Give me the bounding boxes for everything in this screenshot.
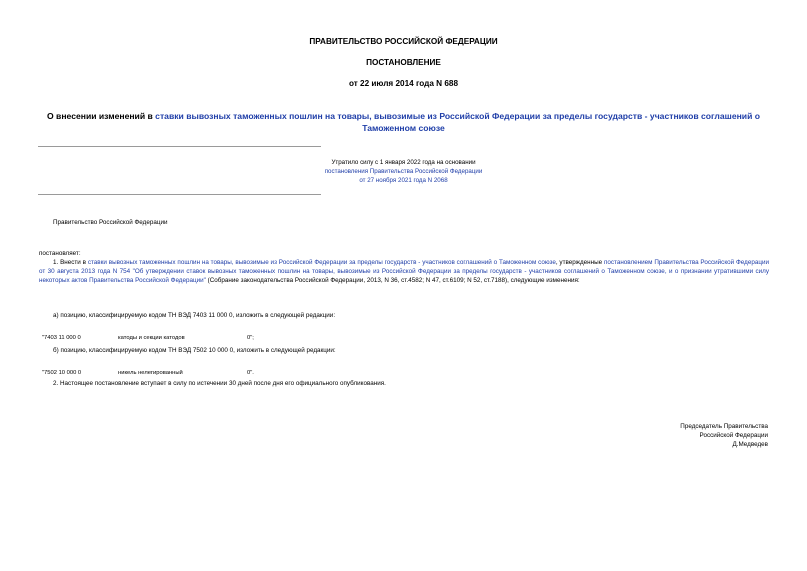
divider-top: [38, 146, 321, 147]
sub-item-a: а) позицию, классифицируемую кодом ТН ВЭД 7403 11 000 0, изложить в следующей редакции:: [53, 312, 336, 319]
divider-bottom: [38, 194, 321, 195]
status-note: [0, 158, 807, 185]
row-b-name: никель нелегированный: [118, 370, 183, 376]
item-1-prefix: 1. Внести в: [53, 259, 88, 266]
item-1-paragraph: [39, 258, 769, 285]
row-a-rate: 0";: [247, 335, 254, 341]
item-2-paragraph: 2. Настоящее постановление вступает в силу по истечении 30 дней после дня его официального опубликования.: [53, 380, 386, 387]
item-1-middle: , утвержденные: [555, 259, 604, 266]
row-a-name: катоды и секции катодов: [118, 335, 185, 341]
document-date-number: от 22 июля 2014 года N 688: [348, 79, 459, 88]
document-type-heading: ПОСТАНОВЛЕНИЕ: [366, 58, 441, 67]
document-title: [30, 110, 777, 134]
government-heading: ПРАВИТЕЛЬСТВО РОССИЙСКОЙ ФЕДЕРАЦИИ: [309, 37, 498, 46]
signature-line-1: Председатель Правительства: [680, 423, 768, 430]
status-line-1: Утратило силу с 1 января 2022 года на основании: [331, 159, 476, 166]
row-b-code: "7502 10 000 0: [42, 370, 82, 376]
intro-text: Правительство Российской Федерации: [53, 219, 168, 226]
item-1-link-resolution[interactable]: постановлением Правительства Российской Федерации от 30 августа 2013 года N 754 "Об утверждении ставок вывозных таможенных пошлин на товары, вывозимые из Российской Федерации за пределы государств - участников соглашений о Таможенном союзе, и о признании утратившими силу некоторых актов Правительства Российской Федерации": [39, 259, 769, 284]
title-link[interactable]: ставки вывозных таможенных пошлин на товары, вывозимые из Российской Федерации за пределы государств - участников соглашений о Таможенном союзе: [155, 111, 761, 133]
signature-block: [680, 422, 768, 449]
status-link-line-2[interactable]: постановления Правительства Российской Федерации: [324, 168, 483, 175]
item-1-link-rates[interactable]: ставки вывозных таможенных пошлин на товары, вывозимые из Российской Федерации за пределы государств - участников соглашений о Таможенном союзе: [87, 259, 556, 266]
row-a-code: "7403 11 000 0: [42, 335, 81, 341]
sub-item-b: б) позицию, классифицируемую кодом ТН ВЭД 7502 10 000 0, изложить в следующей редакции:: [53, 347, 336, 354]
resolves-text: постановляет:: [39, 250, 81, 257]
row-b-rate: 0".: [247, 370, 254, 376]
status-link-line-3[interactable]: от 27 ноября 2021 года N 2068: [359, 177, 448, 184]
title-prefix: О внесении изменений в: [46, 111, 156, 121]
signature-name: Д.Медведев: [732, 441, 768, 448]
item-1-suffix: (Собрание законодательства Российской Федерации, 2013, N 36, ст.4582; N 47, ст.6109; N 52, ст.7188), следующие изменения:: [205, 277, 580, 284]
signature-line-2: Российской Федерации: [699, 432, 768, 439]
